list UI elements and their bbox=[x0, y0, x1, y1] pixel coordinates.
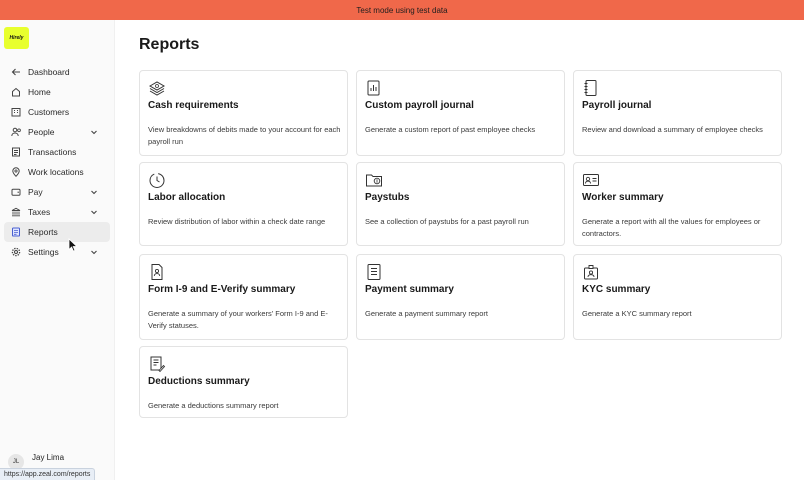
status-url: https://app.zeal.com/reports bbox=[0, 468, 95, 480]
card-title: Custom payroll journal bbox=[365, 100, 474, 111]
sidebar-nav bbox=[4, 62, 110, 262]
report-card-worker-summary[interactable] bbox=[573, 162, 782, 246]
card-description: Generate a summary of your workers' Form I-9 and E-Verify statuses. bbox=[148, 309, 328, 330]
document-pen-icon bbox=[148, 355, 166, 373]
report-card-kyc-summary[interactable] bbox=[573, 254, 782, 340]
wallet-icon bbox=[10, 186, 22, 198]
chevron-down-icon[interactable] bbox=[89, 247, 99, 257]
chevron-down-icon[interactable] bbox=[89, 187, 99, 197]
sidebar-item-taxes[interactable] bbox=[4, 202, 110, 222]
home-icon bbox=[10, 86, 22, 98]
card-description: Generate a custom report of past employee checks bbox=[365, 125, 536, 134]
notebook-icon bbox=[582, 79, 600, 97]
sidebar-item-label: People bbox=[28, 127, 55, 137]
people-icon bbox=[10, 126, 22, 138]
custom-journal-icon bbox=[365, 79, 383, 97]
card-description: See a collection of paystubs for a past payroll run bbox=[365, 217, 529, 226]
id-card-icon bbox=[582, 171, 600, 189]
location-pin-icon bbox=[10, 166, 22, 178]
card-description: Generate a payment summary report bbox=[365, 309, 488, 318]
cash-stack-icon bbox=[148, 79, 166, 97]
sidebar bbox=[0, 20, 115, 480]
report-icon bbox=[10, 226, 22, 238]
sidebar-item-label: Taxes bbox=[28, 207, 51, 217]
card-description: Generate a deductions summary report bbox=[148, 401, 279, 410]
mouse-cursor-icon bbox=[68, 238, 78, 252]
report-card-labor-allocation[interactable] bbox=[139, 162, 348, 246]
report-card-payment-summary[interactable] bbox=[356, 254, 565, 340]
sidebar-item-pay[interactable] bbox=[4, 182, 110, 202]
chevron-down-icon[interactable] bbox=[89, 207, 99, 217]
sidebar-item-label: Settings bbox=[28, 247, 59, 257]
sidebar-item-people[interactable] bbox=[4, 122, 110, 142]
sidebar-item-label: Customers bbox=[28, 107, 70, 117]
report-card-payroll-journal[interactable] bbox=[573, 70, 782, 156]
card-description: Review and download a summary of employee checks bbox=[582, 125, 763, 134]
report-card-paystubs[interactable] bbox=[356, 162, 565, 246]
sidebar-item-label: Transactions bbox=[28, 147, 77, 157]
card-title: Cash requirements bbox=[148, 100, 239, 111]
building-icon bbox=[10, 106, 22, 118]
card-title: KYC summary bbox=[582, 284, 651, 295]
user-name: Jay Lima bbox=[32, 452, 65, 462]
arrow-left-icon bbox=[10, 66, 22, 78]
sidebar-item-label: Pay bbox=[28, 187, 43, 197]
sidebar-item-home[interactable] bbox=[4, 82, 110, 102]
bank-icon bbox=[10, 206, 22, 218]
report-card-custom-payroll-journal[interactable] bbox=[356, 70, 565, 156]
sidebar-item-label: Dashboard bbox=[28, 67, 70, 77]
card-title: Form I-9 and E-Verify summary bbox=[148, 284, 296, 295]
test-mode-banner: Test mode using test data bbox=[0, 0, 804, 20]
card-title: Labor allocation bbox=[148, 192, 226, 203]
report-card-form-i9-everify-summary[interactable] bbox=[139, 254, 348, 340]
sidebar-item-customers[interactable] bbox=[4, 102, 110, 122]
card-title: Deductions summary bbox=[148, 376, 250, 387]
card-title: Paystubs bbox=[365, 192, 410, 203]
logo-text: Hirely bbox=[9, 35, 24, 41]
report-card-deductions-summary[interactable] bbox=[139, 346, 348, 418]
card-title: Payroll journal bbox=[582, 100, 652, 111]
sidebar-item-label: Work locations bbox=[28, 167, 84, 177]
person-document-icon bbox=[148, 263, 166, 281]
sidebar-item-work-locations[interactable] bbox=[4, 162, 110, 182]
badge-icon bbox=[582, 263, 600, 281]
sidebar-item-reports[interactable] bbox=[4, 222, 110, 242]
sidebar-item-transactions[interactable] bbox=[4, 142, 110, 162]
sidebar-item-label: Reports bbox=[28, 227, 58, 237]
card-description: Generate a KYC summary report bbox=[582, 309, 692, 318]
sidebar-item-label: Home bbox=[28, 87, 51, 97]
sidebar-item-settings[interactable] bbox=[4, 242, 110, 262]
card-description: Review distribution of labor within a check date range bbox=[148, 217, 326, 226]
card-title: Worker summary bbox=[582, 192, 664, 203]
gear-icon bbox=[10, 246, 22, 258]
list-document-icon bbox=[365, 263, 383, 281]
card-description: Generate a report with all the values for employees or contractors. bbox=[582, 217, 761, 238]
receipt-icon bbox=[10, 146, 22, 158]
clock-icon bbox=[148, 171, 166, 189]
card-description: View breakdowns of debits made to your account for each payroll run bbox=[148, 125, 341, 146]
page-title: Reports bbox=[139, 36, 200, 53]
chevron-down-icon[interactable] bbox=[89, 127, 99, 137]
avatar: JL bbox=[8, 454, 24, 470]
brand-logo[interactable] bbox=[4, 27, 29, 49]
report-card-cash-requirements[interactable] bbox=[139, 70, 348, 156]
card-title: Payment summary bbox=[365, 284, 454, 295]
folder-dollar-icon bbox=[365, 171, 383, 189]
sidebar-item-dashboard[interactable] bbox=[4, 62, 110, 82]
